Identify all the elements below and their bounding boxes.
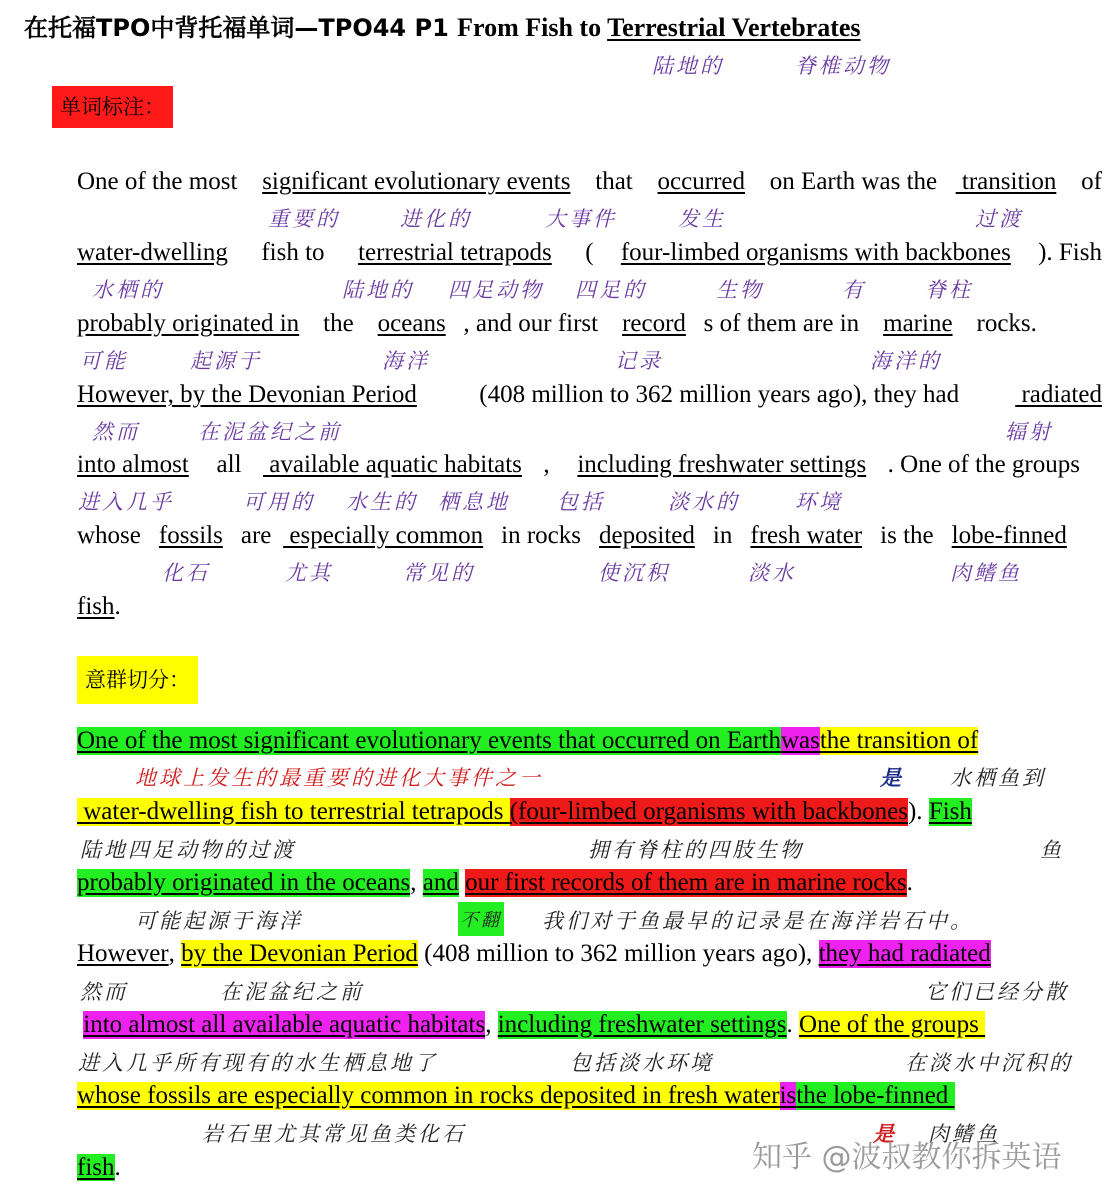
gloss: 岩石里尤其常见鱼类化石 bbox=[202, 1122, 466, 1146]
watermark: 知乎 @波叔教你拆英语 bbox=[752, 1140, 1062, 1175]
gloss: 使沉积 bbox=[598, 561, 670, 585]
paragraph-line bbox=[77, 310, 1037, 338]
gloss: 包括 bbox=[557, 490, 605, 514]
text-run: whose bbox=[77, 522, 148, 549]
vocab-term: especially common bbox=[283, 522, 484, 549]
gloss: 记录 bbox=[615, 349, 663, 373]
text-run: of bbox=[1074, 168, 1102, 195]
vocab-term: record bbox=[622, 310, 686, 337]
chunk: the lobe-finned bbox=[796, 1082, 955, 1109]
chunk: by the Devonian Period bbox=[181, 940, 418, 967]
text-run: that bbox=[589, 168, 639, 195]
chunk-verb: is bbox=[779, 1082, 797, 1109]
gloss-untranslated: 不翻 bbox=[458, 902, 504, 936]
text-run: ). Fish bbox=[1038, 239, 1102, 266]
vocab-term: radiated bbox=[1015, 381, 1102, 408]
gloss: 生物 bbox=[716, 278, 764, 302]
section-label-word-annotation: 单词标注： bbox=[52, 86, 173, 128]
chunk-line bbox=[77, 1154, 121, 1182]
gloss: 可能 bbox=[80, 349, 128, 373]
gloss: 拥有脊柱的四肢生物 bbox=[588, 838, 804, 862]
chunk-line bbox=[77, 798, 1102, 826]
text-run: , bbox=[485, 1011, 498, 1038]
gloss: 是 bbox=[880, 765, 904, 790]
text-run: rocks. bbox=[970, 310, 1037, 337]
chunk-line bbox=[77, 869, 1102, 897]
chunk-subject: One of the most significant evolutionary events that occurred on Earth bbox=[77, 727, 781, 754]
gloss-terrestrial: 陆地的 bbox=[652, 54, 724, 78]
vocab-term: oceans bbox=[377, 310, 446, 337]
gloss: 可能起源于海洋 bbox=[135, 909, 303, 933]
gloss: 可用的 bbox=[243, 490, 315, 514]
paragraph-line bbox=[77, 239, 1102, 267]
gloss: 常见的 bbox=[403, 561, 475, 585]
gloss: 在泥盆纪之前 bbox=[198, 420, 342, 444]
chunk: fish bbox=[77, 1154, 115, 1181]
text-run: (408 million to 362 million years ago), they had bbox=[473, 381, 960, 408]
gloss: 化石 bbox=[162, 561, 210, 585]
gloss: 水栖鱼到 bbox=[950, 766, 1046, 790]
chunk: our first records of them are in marine rocks bbox=[465, 869, 907, 896]
gloss: 包括淡水环境 bbox=[570, 1051, 714, 1075]
gloss: 陆地的 bbox=[342, 278, 414, 302]
vocab-term: marine bbox=[883, 310, 953, 337]
chunk: including freshwater settings bbox=[497, 1011, 787, 1038]
text-run: . bbox=[906, 869, 913, 896]
title-en-from: From Fish to bbox=[457, 13, 608, 42]
text-run: ( bbox=[579, 239, 594, 266]
text-run: . bbox=[114, 1154, 121, 1181]
gloss: 淡水 bbox=[748, 561, 796, 585]
vocab-term: fish bbox=[77, 593, 115, 620]
text-run: all bbox=[210, 451, 242, 478]
chunk: Fish bbox=[928, 798, 972, 825]
chunk-line bbox=[77, 940, 1102, 968]
text-run: in bbox=[706, 522, 739, 549]
vocab-term: However, by the Devonian Period bbox=[77, 381, 417, 408]
vocab-term: water-dwelling bbox=[77, 239, 228, 266]
vocab-term: transition bbox=[955, 168, 1057, 195]
gloss: 在淡水中沉积的 bbox=[905, 1051, 1073, 1075]
gloss: 海洋 bbox=[382, 349, 430, 373]
text-run: are bbox=[234, 522, 272, 549]
gloss: 鱼 bbox=[1040, 838, 1064, 862]
vocab-term: deposited bbox=[599, 522, 695, 549]
gloss: 然而 bbox=[92, 420, 140, 444]
gloss: 四足的 bbox=[575, 278, 647, 302]
vocab-term: occurred bbox=[657, 168, 745, 195]
text-run: However bbox=[77, 940, 169, 967]
chunk: into almost all available aquatic habitats bbox=[83, 1011, 486, 1038]
gloss: 脊柱 bbox=[925, 278, 973, 302]
vocab-term: terrestrial tetrapods bbox=[358, 239, 552, 266]
text-run: fish to bbox=[255, 239, 331, 266]
vocab-term: including freshwater settings bbox=[577, 451, 867, 478]
text-run: . bbox=[786, 1011, 800, 1038]
vocab-term: probably originated in bbox=[77, 310, 300, 337]
gloss: 环境 bbox=[795, 490, 843, 514]
chunk: (four-limbed organisms with backbones bbox=[509, 798, 908, 825]
gloss: 水栖的 bbox=[92, 278, 164, 302]
gloss: 进入几乎所有现有的水生栖息地了 bbox=[78, 1051, 438, 1075]
gloss: 尤其 bbox=[285, 561, 333, 585]
text-run: is the bbox=[873, 522, 940, 549]
text-run: (408 million to 362 million years ago), bbox=[417, 940, 819, 967]
gloss: 辐射 bbox=[1005, 420, 1053, 444]
gloss: 是 bbox=[873, 1121, 897, 1146]
chunk-line bbox=[77, 727, 1102, 755]
text-run: in rocks bbox=[494, 522, 588, 549]
vocab-term: fossils bbox=[158, 522, 223, 549]
chunk: probably originated in the oceans bbox=[77, 869, 411, 896]
gloss: 有 bbox=[842, 278, 866, 302]
gloss: 海洋的 bbox=[870, 349, 942, 373]
gloss: 我们对于鱼最早的记录是在海洋岩石中。 bbox=[542, 909, 974, 933]
gloss: 进化的 bbox=[400, 207, 472, 231]
vocab-term: into almost bbox=[77, 451, 189, 478]
chunk-line bbox=[77, 1011, 1102, 1039]
gloss: 发生 bbox=[678, 207, 726, 231]
chunk: water-dwelling fish to terrestrial tetrapods bbox=[77, 798, 510, 825]
section-label-chunking: 意群切分： bbox=[77, 656, 198, 704]
paragraph-line bbox=[77, 593, 121, 621]
chunk: they had radiated bbox=[818, 940, 991, 967]
vocab-term: fresh water bbox=[750, 522, 863, 549]
paragraph-line bbox=[77, 381, 1102, 409]
paragraph-line bbox=[77, 451, 1080, 479]
gloss: 地球上发生的最重要的进化大事件之一 bbox=[135, 766, 543, 790]
chunk: One of the groups bbox=[799, 1011, 986, 1038]
title-en-topic: Terrestrial Vertebrates bbox=[607, 13, 861, 42]
title-cn: 在托福TPO中背托福单词—TPO44 P1 bbox=[24, 14, 458, 42]
gloss: 淡水的 bbox=[668, 490, 740, 514]
gloss: 它们已经分散 bbox=[925, 980, 1069, 1004]
paragraph-line bbox=[77, 522, 1067, 550]
gloss-vertebrates: 脊椎动物 bbox=[795, 54, 891, 78]
text-run: s of them are in bbox=[703, 310, 866, 337]
gloss: 起源于 bbox=[190, 349, 262, 373]
gloss: 然而 bbox=[80, 980, 128, 1004]
text-run: , and our first bbox=[463, 310, 605, 337]
gloss: 栖息地 bbox=[438, 490, 510, 514]
chunk-line bbox=[77, 1082, 1102, 1110]
paragraph-line bbox=[77, 168, 1102, 196]
chunk-predicative: the transition of bbox=[819, 727, 979, 754]
chunk-verb: was bbox=[780, 727, 820, 754]
text-run: , bbox=[543, 451, 556, 478]
gloss: 陆地四足动物的过渡 bbox=[80, 838, 296, 862]
gloss: 肉鳍鱼 bbox=[950, 561, 1022, 585]
gloss: 大事件 bbox=[545, 207, 617, 231]
text-run: . bbox=[114, 593, 121, 620]
page-title bbox=[24, 8, 861, 43]
gloss: 在泥盆纪之前 bbox=[220, 980, 364, 1004]
vocab-term: lobe-finned bbox=[951, 522, 1067, 549]
gloss: 四足动物 bbox=[448, 278, 544, 302]
text-run: , bbox=[410, 869, 423, 896]
gloss: 进入几乎 bbox=[78, 490, 174, 514]
vocab-term: available aquatic habitats bbox=[263, 451, 522, 478]
text-run: . One of the groups bbox=[887, 451, 1080, 478]
text-run: ). bbox=[907, 798, 929, 825]
text-run: One of the most bbox=[77, 168, 244, 195]
text-run: the bbox=[316, 310, 360, 337]
chunk: and bbox=[422, 869, 459, 896]
gloss: 水生的 bbox=[346, 490, 418, 514]
gloss: 过渡 bbox=[975, 207, 1023, 231]
chunk: whose fossils are especially common in rocks deposited in fresh water bbox=[77, 1082, 780, 1109]
vocab-term: four-limbed organisms with backbones bbox=[620, 239, 1011, 266]
text-run: on Earth was the bbox=[763, 168, 938, 195]
gloss: 重要的 bbox=[268, 207, 340, 231]
vocab-term: significant evolutionary events bbox=[262, 168, 571, 195]
gloss: 肉鳍鱼 bbox=[928, 1122, 1000, 1146]
text-run: , bbox=[168, 940, 182, 967]
